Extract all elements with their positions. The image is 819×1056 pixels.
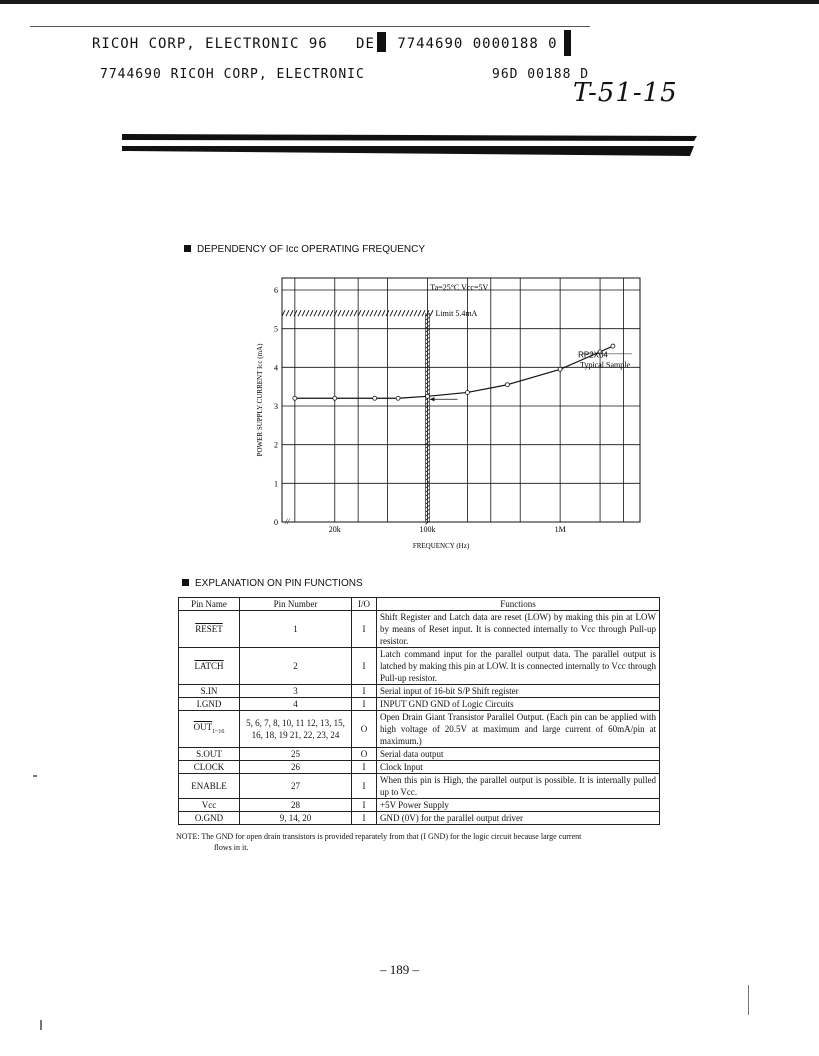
x-axis-label: FREQUENCY (Hz) [412,542,470,550]
limit-hatch [430,310,433,316]
table-row [179,761,660,774]
header-rule [30,26,590,27]
limit-hatch [378,310,381,316]
table-note: NOTE: The GND for open drain transistors is provided reparately from that (I GND) for the logic circuit because large current flows in it. [176,832,582,852]
limit-hatch [374,310,377,316]
decorative-bars [122,132,702,158]
table-row [179,799,660,812]
pin-function: Open Drain Giant Transistor Parallel Output. (Each pin can be applied with high voltage of 20.5V at maximum and large current of 60mA/pin at maximum.) [377,711,660,748]
pin-io: I [352,761,377,774]
limit-hatch [350,310,353,316]
series-point [293,396,297,400]
series-point [465,390,469,394]
pin-function: Clock Input [377,761,660,774]
header-company: RICOH CORP, ELECTRONIC 96 [92,36,328,52]
pin-name: RESET [179,611,240,648]
header-de: DE [356,36,375,52]
header-code: 7744690 0000188 0 [397,36,558,52]
series-annotation: Typical Sample [580,360,631,370]
table-row [179,748,660,761]
limit-hatch [322,310,325,316]
pin-name: S.OUT [179,748,240,761]
limit-hatch [394,310,397,316]
pin-io: I [352,698,377,711]
limit-hatch [422,310,425,316]
pin-number: 25 [240,748,352,761]
limit-hatch [330,310,333,316]
limit-hatch [342,310,345,316]
pin-function-table [178,597,660,825]
pin-heading: EXPLANATION ON PIN FUNCTIONS [182,578,363,589]
limit-hatch [286,310,289,316]
table-header-row [179,598,660,611]
pin-io: I [352,774,377,799]
limit-hatch [338,310,341,316]
col-functions: Functions [377,598,660,611]
limit-hatch [390,310,393,316]
limit-hatch [290,310,293,316]
pin-number: 2 [240,648,352,685]
table-row [179,685,660,698]
scan-speck [748,985,749,1015]
pin-number: 28 [240,799,352,812]
limit-hatch [418,310,421,316]
limit-hatch [306,310,309,316]
pin-io: O [352,711,377,748]
table-row [179,774,660,799]
pin-number: 3 [240,685,352,698]
limit-hatch [402,310,405,316]
pin-name: S.IN [179,685,240,698]
pin-io: I [352,611,377,648]
series-point [373,396,377,400]
series-point [333,396,337,400]
pin-function: Latch command input for the parallel output data. The parallel output is latched by making this pin at LOW. It is connected internally to Vcc through Pull-up resistor. [377,648,660,685]
table-row [179,648,660,685]
pin-function: Serial data output [377,748,660,761]
limit-hatch [382,310,385,316]
pin-io: I [352,799,377,812]
y-tick-label: 6 [274,286,278,295]
limit-hatch [326,310,329,316]
col-pin-name: Pin Name [179,598,240,611]
table-row [179,812,660,825]
series-point [425,394,429,398]
y-tick-label: 4 [274,363,278,373]
arrow-head [429,397,434,401]
col-pin-number: Pin Number [240,598,352,611]
pin-function: +5V Power Supply [377,799,660,812]
pin-name: $\overline{OUT}_{1\sim 16}$ [179,711,240,748]
y-tick-label: 2 [274,440,278,450]
pin-io: I [352,812,377,825]
limit-hatch [370,310,373,316]
series-point [611,344,615,348]
pin-function: Shift Register and Latch data are reset (LOW) by making this pin at LOW by means of Reset input. It is connected internally to Vcc through Pull-up resistor. [377,611,660,648]
header-line-2-right: 96D 00188 D [492,67,590,82]
x-tick-label: 100k [419,525,436,534]
limit-hatch [294,310,297,316]
limit-hatch [354,310,357,316]
header-line-1 [92,30,571,56]
axis-break: // [285,517,290,526]
pin-io: I [352,685,377,698]
limit-hatch [310,310,313,316]
top-border [0,0,819,4]
scan-speck [33,775,37,777]
limit-hatch [398,310,401,316]
pin-name: Vcc [179,799,240,812]
y-axis-label: POWER SUPPLY CURRENT Icc (mA) [256,343,264,457]
chart-heading: DEPENDENCY OF Icc OPERATING FREQUENCY [184,244,425,255]
pin-name: LATCH [179,648,240,685]
series-point [396,396,400,400]
limit-label: Limit 5.4mA [435,309,478,319]
limit-hatch [410,310,413,316]
limit-hatch [362,310,365,316]
col-io: I/O [352,598,377,611]
series-point [505,383,509,387]
pin-name: I.GND [179,698,240,711]
pin-number: 4 [240,698,352,711]
limit-hatch [346,310,349,316]
pin-name: ENABLE [179,774,240,799]
limit-hatch [318,310,321,316]
table-row [179,711,660,748]
pin-number: 9, 14, 20 [240,812,352,825]
conditions-label: Ta=25°C Vcc=5V [430,283,489,292]
limit-hatch [298,310,301,316]
series-name: RP2X04 [578,350,608,360]
table-row [179,611,660,648]
pin-name: CLOCK [179,761,240,774]
series-line [295,346,613,398]
icc-frequency-chart [250,270,650,555]
pin-name: O.GND [179,812,240,825]
limit-hatch [314,310,317,316]
header-line-2: 7744690 RICOH CORP, ELECTRONIC [100,67,365,82]
handwritten-mark: T-51-15 [573,78,678,108]
pin-io: O [352,748,377,761]
limit-hatch [366,310,369,316]
pin-function: INPUT GND GND of Logic Circuits [377,698,660,711]
y-tick-label: 5 [274,324,278,334]
limit-hatch [414,310,417,316]
y-tick-label: 0 [274,518,278,527]
pin-number: 5, 6, 7, 8, 10, 11 12, 13, 15, 16, 18, 19 21, 22, 23, 24 [240,711,352,748]
series-point [558,367,562,371]
x-tick-label: 1M [554,525,566,534]
x-tick-label: 20k [328,525,341,534]
table-row [179,698,660,711]
pin-number: 26 [240,761,352,774]
y-tick-label: 1 [274,479,278,489]
limit-hatch [406,310,409,316]
limit-hatch [302,310,305,316]
page-number: – 189 – [380,962,419,977]
y-tick-label: 3 [274,402,278,411]
pin-io: I [352,648,377,685]
scan-speck [40,1020,42,1030]
pin-number: 27 [240,774,352,799]
pin-function: Serial input of 16-bit S/P Shift register [377,685,660,698]
pin-number: 1 [240,611,352,648]
pin-function: GND (0V) for the parallel output driver [377,812,660,825]
pin-function: When this pin is High, the parallel output is possible. It is internally pulled up to Vcc. [377,774,660,799]
